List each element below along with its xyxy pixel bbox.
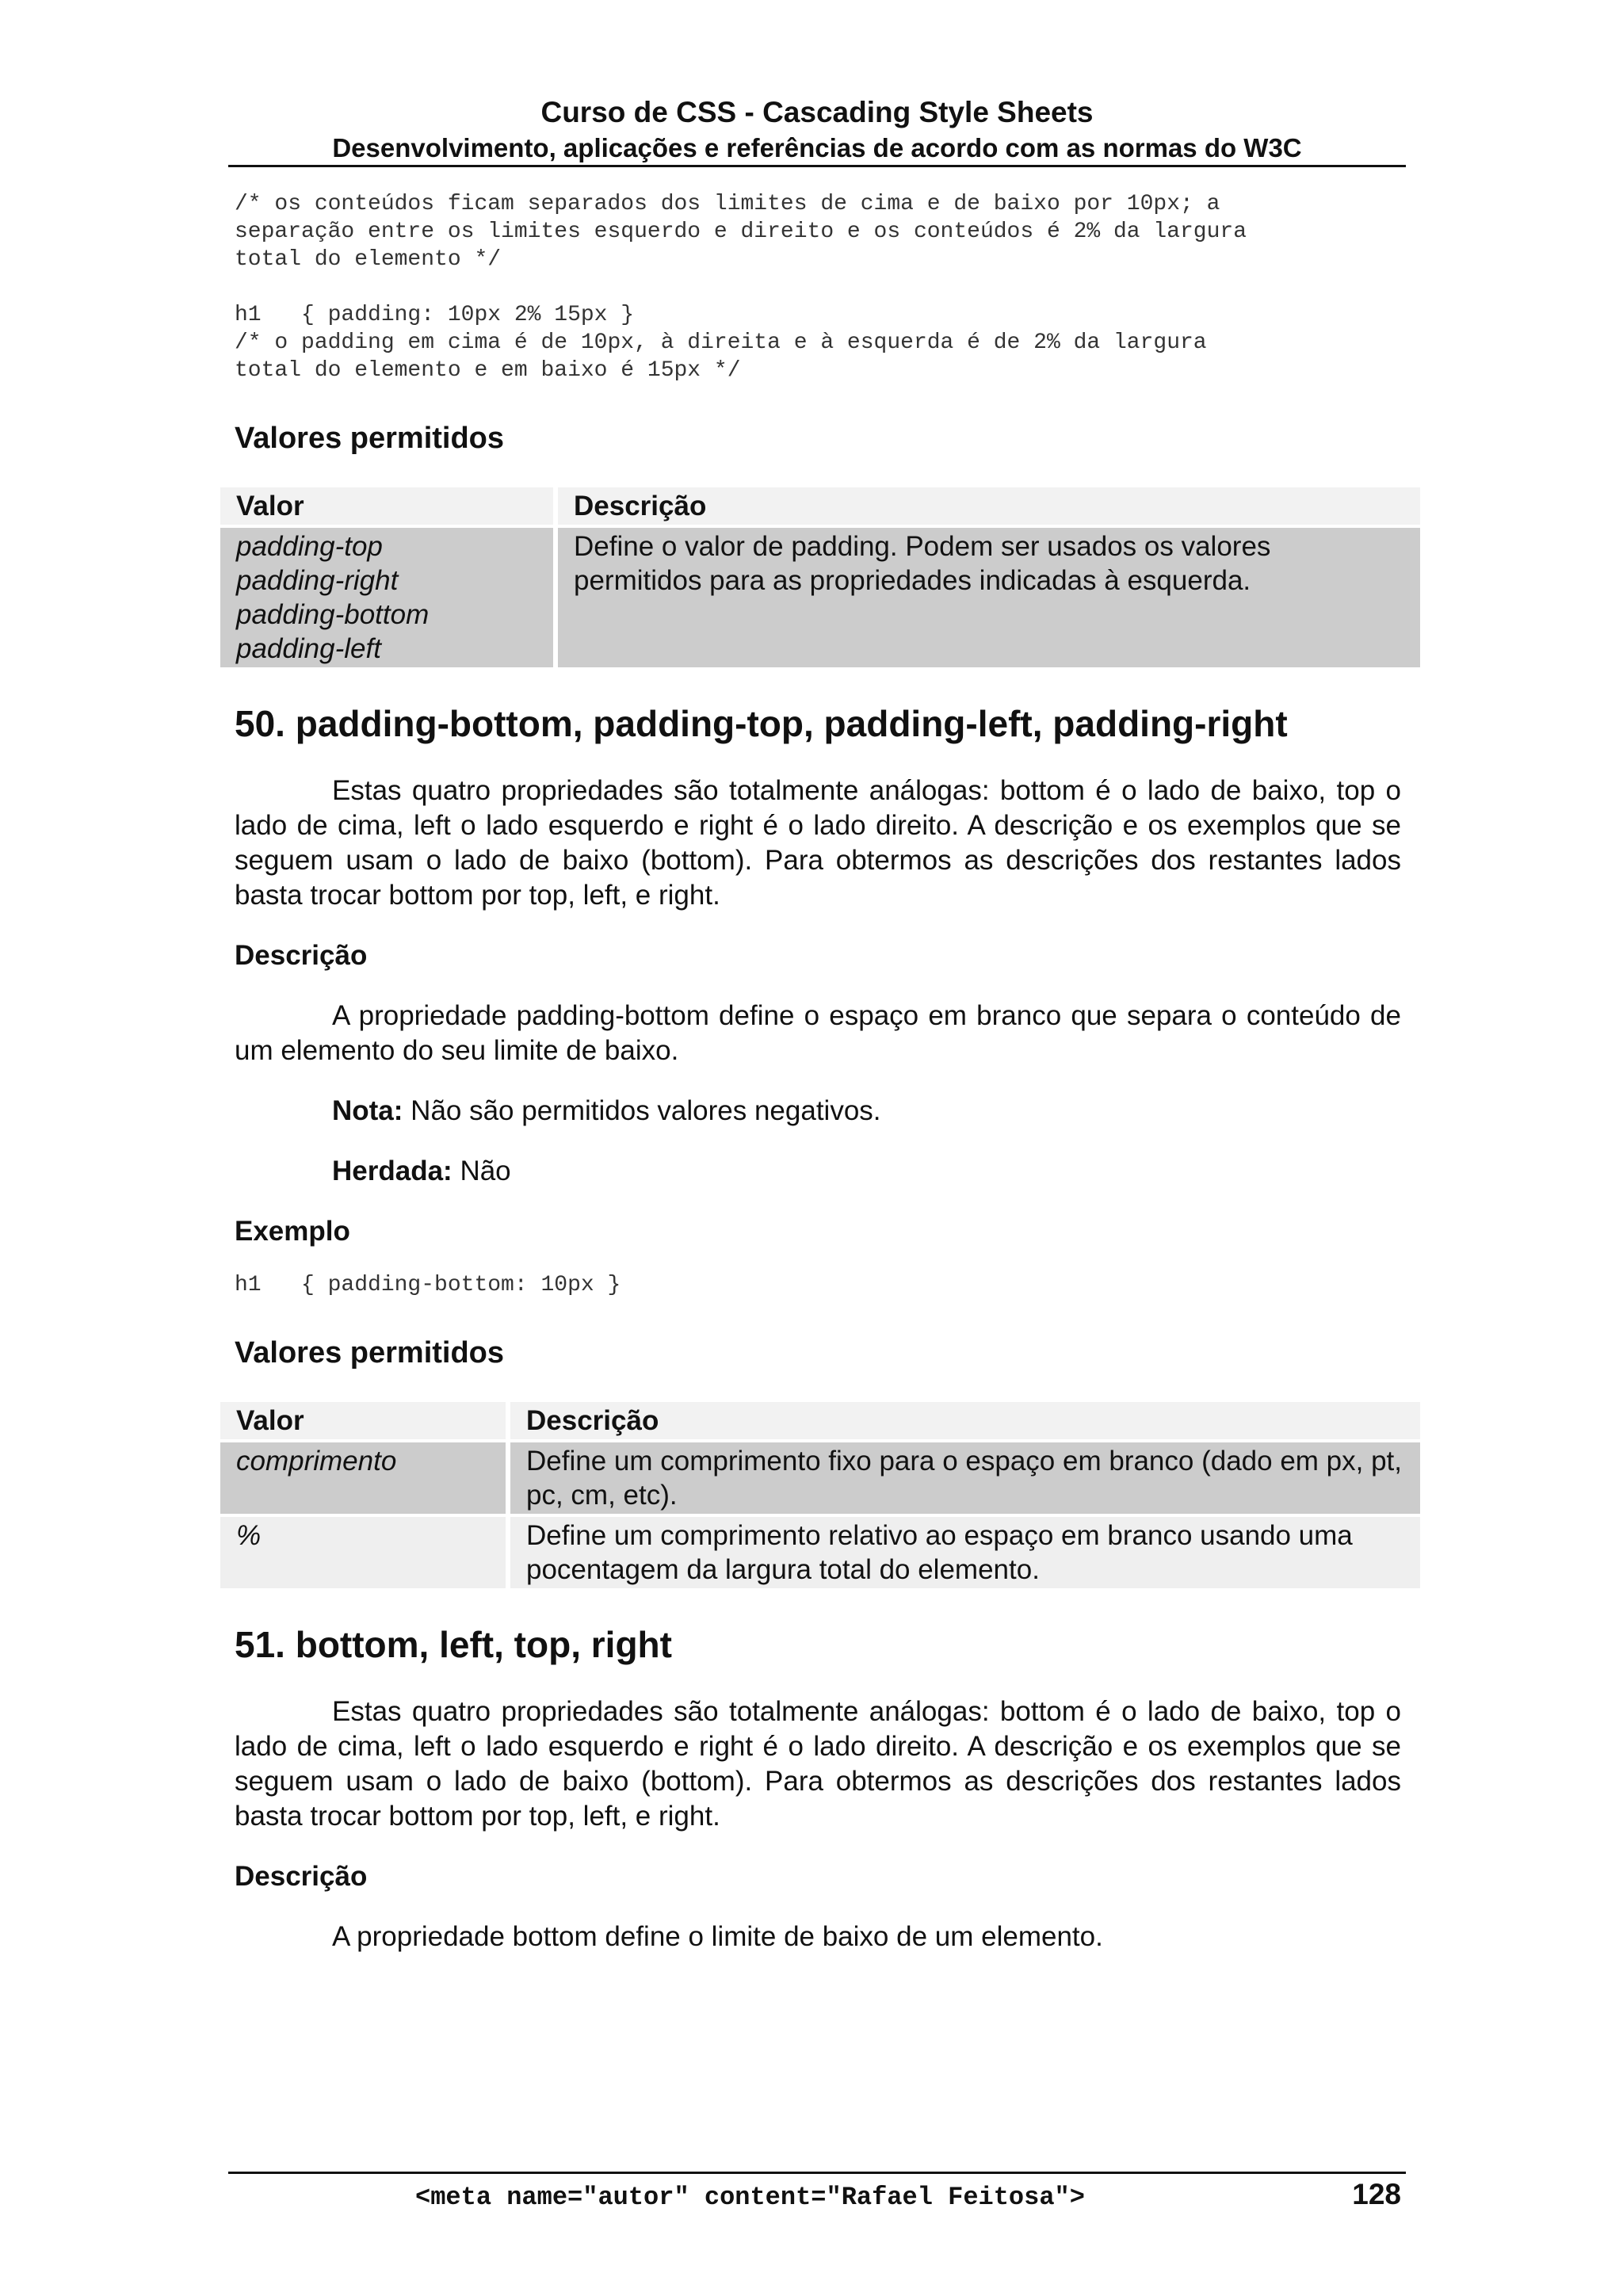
footer-meta-tag: <meta name="autor" content="Rafael Feitosa"> [415,2183,1085,2212]
section-51-intro: Estas quatro propriedades são totalmente análogas: bottom é o lado de baixo, top o lado de cima, left o lado esquerdo e right é o lado direito. A descrição e os exemplos que se seguem usam o lado de baixo (bottom). Para obtermos as descrições dos restantes lados basta trocar bottom por top, left, e right. [235,1696,1401,1832]
code-block-padding-example: /* os conteúdos ficam separados dos limites de cima e de baixo por 10px; a separação entre os limites esquerdo e direito e os conteúdos é 2% da largura total do elemento */ h1 { padding: 10px 2% 15px } /* o padding em cima é de 10px, à direita e à esquerda é de 2% da largura total do elemento e em baixo é 15px */ [235,192,1247,383]
section-50-title: 50. padding-bottom, padding-top, padding-left, padding-right [235,703,1288,744]
page-content [235,190,1401,1954]
valores-permitidos-heading: Valores permitidos [235,422,505,455]
herdada-line [235,1154,1401,1189]
page-header [228,94,1406,165]
col-valor-header: Valor [220,487,553,525]
col-valor-header: Valor [220,1402,506,1439]
header-subtitle: Desenvolvimento, aplicações e referências de acordo com as normas do W3C [332,133,1302,162]
cell-valor: padding-top padding-right padding-bottom padding-left [220,528,553,667]
exemplo-code: h1 { padding-bottom: 10px } [235,1273,621,1297]
section-50-intro: Estas quatro propriedades são totalmente análogas: bottom é o lado de baixo, top o lado de cima, left o lado esquerdo e right é o lado direito. A descrição e os exemplos que se seguem usam o lado de baixo (bottom). Para obtermos as descrições dos restantes lados basta trocar bottom por top, left, e right. [235,775,1401,911]
section-50-descricao-heading: Descrição [235,940,368,971]
cell-valor: comprimento [220,1442,506,1514]
valores-table-padding [216,484,1425,670]
valores-table-padding-bottom [216,1399,1425,1591]
page-number: 128 [1352,2178,1401,2210]
header-title: Curso de CSS - Cascading Style Sheets [540,96,1094,128]
nota-text: Não são permitidos valores negativos. [403,1095,881,1126]
section-51-title: 51. bottom, left, top, right [235,1624,672,1665]
table-header-row [220,487,1420,525]
col-descricao-header: Descrição [510,1402,1420,1439]
cell-descricao: Define o valor de padding. Podem ser usados os valores permitidos para as propriedades indicadas à esquerda. [558,528,1420,667]
table-row [220,528,1420,667]
cell-valor: % [220,1517,506,1588]
herdada-label: Herdada: [332,1156,453,1186]
nota-line [235,1094,1401,1129]
col-descricao-header: Descrição [558,487,1420,525]
table-row [220,1442,1420,1514]
cell-descricao: Define um comprimento fixo para o espaço em branco (dado em px, pt, pc, cm, etc). [510,1442,1420,1514]
valores-permitidos-heading-2: Valores permitidos [235,1336,505,1370]
nota-label: Nota: [332,1095,403,1126]
table-header-row [220,1402,1420,1439]
section-51-descricao-text: A propriedade bottom define o limite de baixo de um elemento. [332,1921,1103,1952]
footer-rule [228,2172,1406,2174]
exemplo-heading: Exemplo [235,1216,350,1247]
section-51-descricao-heading: Descrição [235,1861,368,1892]
cell-descricao: Define um comprimento relativo ao espaço em branco usando uma pocentagem da largura total do elemento. [510,1517,1420,1588]
herdada-text: Não [452,1156,511,1186]
table-row [220,1517,1420,1588]
section-50-descricao-text: A propriedade padding-bottom define o espaço em branco que separa o conteúdo de um elemento do seu limite de baixo. [235,1000,1401,1066]
header-rule [228,165,1406,167]
